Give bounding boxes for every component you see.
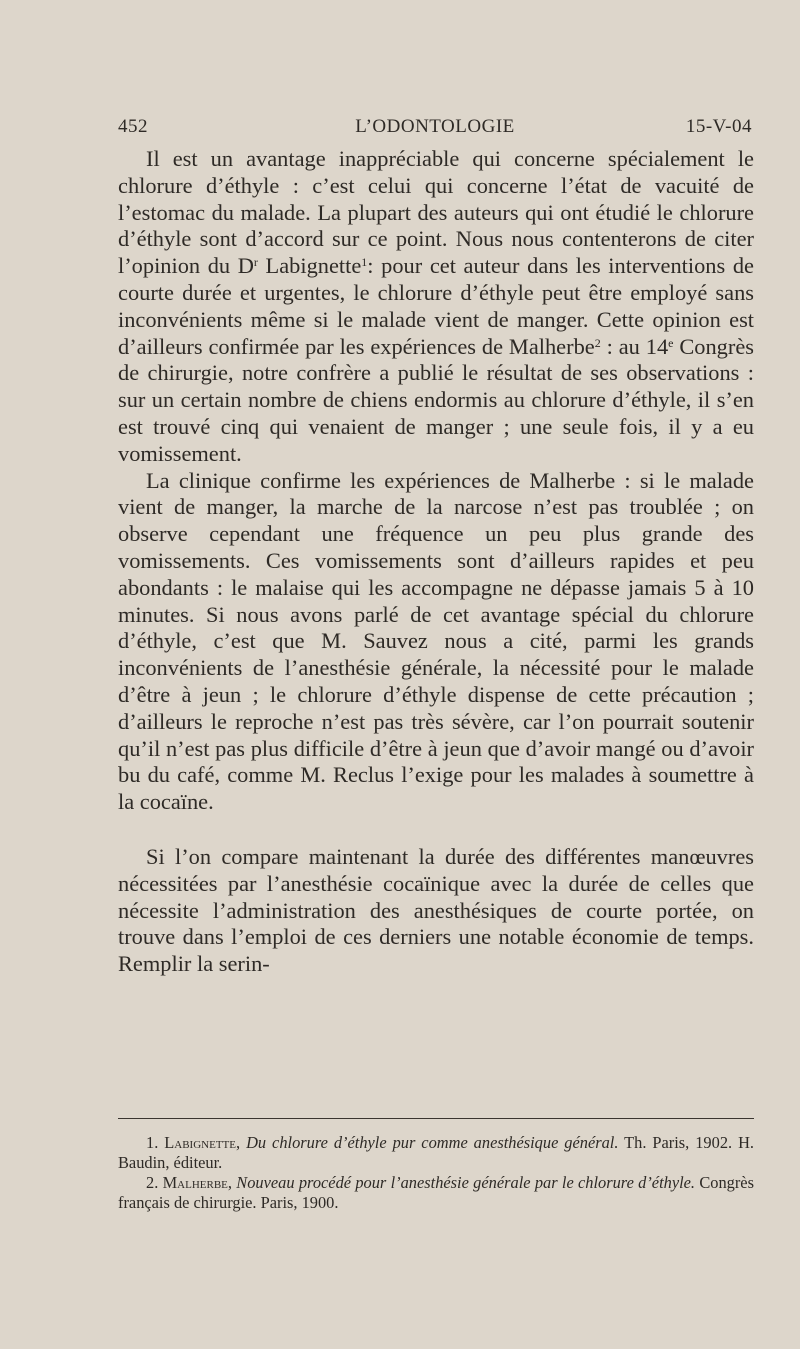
footnotes xyxy=(118,1133,754,1213)
paragraph-1 xyxy=(118,146,754,468)
paragraph-1-text-d: : au 14 xyxy=(600,333,669,359)
footnote-divider xyxy=(118,1118,754,1119)
paragraph-1-text-c: : pour cet auteur dans les interventions de courte durée et urgentes, le chlorure d’éthyle peut être employé sans inconvénients même si le malade vient de manger. Cette opinion est d’ailleurs confirmée par les expériences de Malherbe xyxy=(118,253,754,359)
footnote-1-number: 1. xyxy=(146,1133,159,1152)
paragraph-1-text-e: Congrès de chirurgie, notre confrère a publié le résultat de ses observations : sur un certain nombre de chiens endormis au chlorure d’éthyle, il s’en est trouvé cinq qui venaient de manger ; une seule fois, il y a eu vomissement. xyxy=(118,333,754,466)
footnote-1-author: Labignette, xyxy=(164,1133,241,1152)
footnote-2-author: Malherbe, xyxy=(162,1173,232,1192)
journal-title: L’ODONTOLOGIE xyxy=(355,116,515,137)
body-text xyxy=(118,146,754,978)
paragraph-1-text-a: Il est un avantage inappréciable qui concerne spécialement le chlorure d’éthyle : c’est celui qui concerne l’état de vacuité de l’estomac du malade. La plupart des auteurs qui ont étudié le chlorure d’éthyle sont d’accord sur ce point. Nous nous contenterons de citer l’opinion du D xyxy=(118,146,754,279)
page-number: 452 xyxy=(118,116,148,137)
paragraph-2: La clinique confirme les expériences de Malherbe : si le malade vient de manger, la marche de la narcose n’est pas troublée ; on observe cependant une fréquence un peu plus grande des vomissements. Ces vomissements sont d’ailleurs rapides et peu abondants : le malaise qui les accompagne ne dépasse jamais 5 à 10 minutes. Si nous avons parlé de cet avantage spécial du chlorure d’éthyle, c’est que M. Sauvez nous a cité, parmi les grands inconvénients de l’anesthésie générale, la nécessité pour le malade d’être à jeun ; le chlorure d’éthyle dispense de cette précaution ; d’ailleurs le reproche n’est pas très sévère, car l’on pourrait soutenir qu’il n’est pas plus difficile d’être à jeun que d’avoir mangé ou d’avoir bu du café, comme M. Reclus l’exige pour les malades à soumettre à la cocaïne. xyxy=(118,467,754,815)
footnote-ref-1: 1 xyxy=(361,255,368,270)
footnote-2-number: 2. xyxy=(146,1173,159,1192)
footnote-1-title: Du chlorure d’éthyle pur comme anesthésique général. xyxy=(246,1133,619,1152)
paragraph-1-text-b: Labignette xyxy=(257,253,362,279)
footnote-ref-2: 2 xyxy=(594,335,601,350)
footnote-1 xyxy=(118,1133,754,1173)
doctor-abbrev-superscript: r xyxy=(253,255,258,270)
issue-date: 15-V-04 xyxy=(685,116,752,137)
footnote-2-title: Nouveau procédé pour l’anesthésie générale par le chlorure d’éthyle. xyxy=(236,1173,696,1192)
footnote-1-details: Th. Paris, 1902. H. Baudin, éditeur. xyxy=(118,1133,755,1172)
footnote-2 xyxy=(118,1173,754,1213)
footnote-2-details: Congrès français de chirurgie. Paris, 1900. xyxy=(118,1173,754,1212)
paragraph-3: Si l’on compare maintenant la durée des différentes manœuvres nécessitées par l’anesthésie cocaïnique avec la durée de celles que nécessite l’administration des anesthésiques de courte portée, on trouve dans l’emploi de ces derniers une notable économie de temps. Remplir la serin- xyxy=(118,843,754,977)
running-head xyxy=(118,116,752,142)
ordinal-superscript: e xyxy=(668,335,674,350)
